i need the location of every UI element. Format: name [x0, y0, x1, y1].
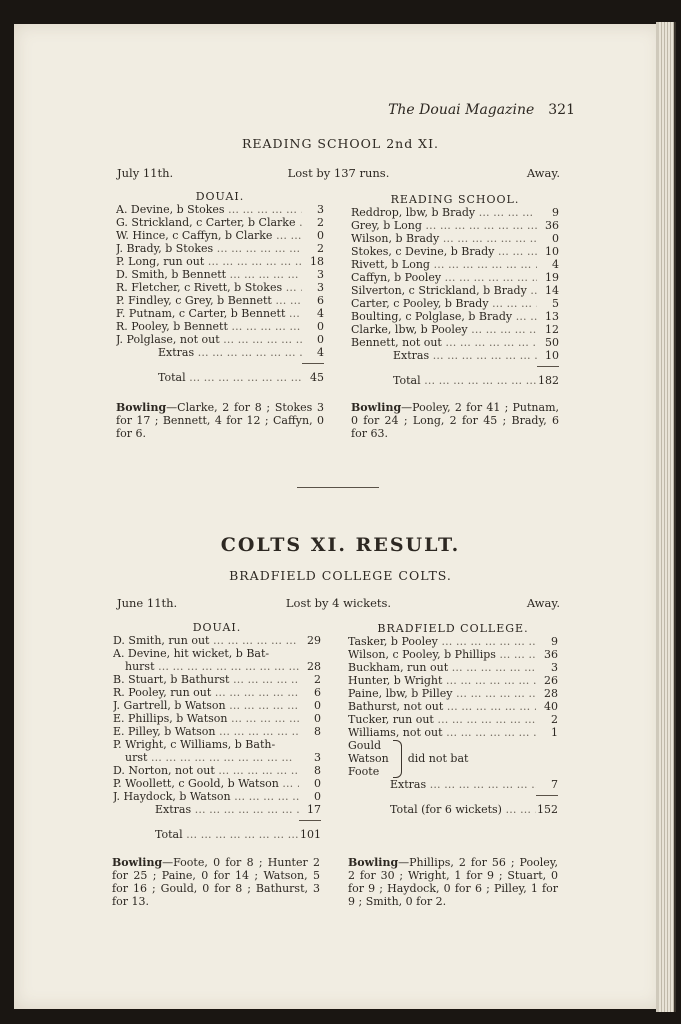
- runs: 45: [310, 371, 324, 384]
- batting-row: [116, 294, 324, 307]
- runs: 0: [552, 232, 559, 245]
- batting-row: [348, 635, 558, 648]
- batting-row: [113, 725, 321, 738]
- total-rule: [302, 363, 324, 365]
- runs: 0: [317, 333, 324, 346]
- runs: 8: [314, 764, 321, 777]
- batting-row: [351, 284, 559, 297]
- batsman: R. Pooley, run out … … … … … … … … … …: [113, 686, 299, 699]
- runs: 18: [310, 255, 324, 268]
- runs: 3: [314, 751, 321, 764]
- runs: 0: [317, 229, 324, 242]
- runs: 10: [545, 349, 559, 362]
- batting-row: [113, 647, 321, 660]
- batting-row: [348, 687, 558, 700]
- batsman: Grey, b Long … … … … … … … … … …: [351, 219, 537, 232]
- batsman: Williams, not out … … … … … … … … … …: [348, 726, 536, 739]
- magazine-title: The Douai Magazine: [388, 102, 535, 118]
- batsman: Silverton, c Strickland, b Brady … … … … … … … … … …: [351, 284, 537, 297]
- runs: 5: [552, 297, 559, 310]
- match-venue: Away.: [526, 596, 560, 610]
- batsman: J. Brady, b Stokes … … … … … … … … … …: [116, 242, 302, 255]
- bowling-summary-colts-away: [348, 856, 558, 908]
- bowling-text: —Phillips, 2 for 56 ; Pooley, 2 for 30 ; Wright, 1 for 9 ; Stuart, 0 for 9 ; Haydock, 0 for 6 ; Pilley, 1 for 9 ; Smith, 0 for 2.: [348, 856, 558, 908]
- batsman: J. Haydock, b Watson … … … … … … … … … …: [113, 790, 299, 803]
- match-result: Lost by 4 wickets.: [285, 596, 392, 610]
- batting-row: [351, 219, 559, 232]
- batting-row: [351, 232, 559, 245]
- section-subtitle-bradfield: BRADFIELD COLLEGE COLTS.: [229, 568, 452, 583]
- runs: 19: [545, 271, 559, 284]
- batsman: Extras … … … … … … … … … …: [116, 346, 302, 359]
- bowling-text: —Pooley, 2 for 41 ; Putnam, 0 for 24 ; Long, 2 for 45 ; Brady, 6 for 63.: [351, 401, 559, 440]
- batsman: Bennett, not out … … … … … … … … … …: [351, 336, 537, 349]
- bowling-text: —Foote, 0 for 8 ; Hunter 2 for 25 ; Paine, 0 for 14 ; Watson, 5 for 16 ; Gould, 0 for 8 ; Bathurst, 3 for 13.: [112, 856, 320, 908]
- batsman: Wilson, b Brady … … … … … … … … … …: [351, 232, 537, 245]
- batsman: G. Strickland, c Carter, b Clarke … … … … … … … … … …: [116, 216, 302, 229]
- batsman: B. Stuart, b Bathurst … … … … … … … … … …: [113, 673, 299, 686]
- batting-row: [351, 310, 559, 323]
- batsman: D. Smith, run out … … … … … … … … … …: [113, 634, 299, 647]
- batting-row: [113, 686, 321, 699]
- batsman: Total … … … … … … … … … …: [116, 371, 302, 384]
- did-not-bat-group: [348, 739, 558, 778]
- batting-row: [113, 660, 321, 673]
- match-venue: Away.: [526, 166, 560, 180]
- batsman: Rivett, b Long … … … … … … … … … …: [351, 258, 537, 271]
- batting-row: [116, 268, 324, 281]
- batsman: Total (for 6 wickets) … … … … … … … … … …: [348, 803, 536, 816]
- batsman: E. Pilley, b Watson … … … … … … … … … …: [113, 725, 299, 738]
- batsman: R. Pooley, b Bennett … … … … … … … … … …: [116, 320, 302, 333]
- section-title-reading: READING SCHOOL 2nd XI.: [241, 136, 439, 151]
- bowling-summary-reading-home: [116, 401, 324, 440]
- batsman: Caffyn, b Pooley … … … … … … … … … …: [351, 271, 537, 284]
- match-date: June 11th.: [117, 596, 178, 610]
- page-edges: [656, 22, 676, 1012]
- batting-row: [116, 281, 324, 294]
- batsman: Extras … … … … … … … … … …: [113, 803, 299, 816]
- runs: 2: [317, 242, 324, 255]
- batsman: A. Devine, b Stokes … … … … … … … … … …: [116, 203, 302, 216]
- batting-row: [348, 713, 558, 726]
- batsman: urst … … … … … … … … … …: [113, 751, 299, 764]
- runs: 0: [314, 777, 321, 790]
- player-name: Gould: [348, 739, 382, 752]
- batting-row: [113, 790, 321, 803]
- runs: 40: [544, 700, 558, 713]
- runs: 182: [538, 374, 559, 387]
- batting-row: [113, 712, 321, 725]
- page-number: 321: [548, 102, 575, 118]
- runs: 6: [317, 294, 324, 307]
- runs: 3: [551, 661, 558, 674]
- runs: 29: [307, 634, 321, 647]
- batsman: J. Polglase, not out … … … … … … … … … …: [116, 333, 302, 346]
- bowling-label: Bowling: [116, 401, 167, 414]
- batsman: D. Norton, not out … … … … … … … … … …: [113, 764, 299, 777]
- runs: 3: [317, 203, 324, 216]
- batting-row: [351, 258, 559, 271]
- batsman: W. Hince, c Caffyn, b Clarke … … … … … … … … … …: [116, 229, 302, 242]
- runs: 36: [545, 219, 559, 232]
- runs: 4: [552, 258, 559, 271]
- batting-row: [351, 336, 559, 349]
- batting-row: [116, 229, 324, 242]
- runs: 0: [314, 699, 321, 712]
- runs: 17: [307, 803, 321, 816]
- runs: 0: [314, 790, 321, 803]
- batting-row: [351, 271, 559, 284]
- bowling-label: Bowling: [351, 401, 402, 414]
- total-row: [351, 374, 559, 387]
- bowling-label: Bowling: [112, 856, 163, 869]
- runs: 26: [544, 674, 558, 687]
- match-result: Lost by 137 runs.: [287, 166, 390, 180]
- batting-row: [116, 242, 324, 255]
- runs: 28: [544, 687, 558, 700]
- batting-row: [113, 634, 321, 647]
- runs: 4: [317, 307, 324, 320]
- batsman: D. Smith, b Bennett … … … … … … … … … …: [116, 268, 302, 281]
- scorecard-reading-school: [351, 193, 559, 387]
- total-rule: [299, 820, 321, 822]
- runs: 9: [551, 635, 558, 648]
- batsman: Total … … … … … … … … … …: [351, 374, 537, 387]
- total-rule: [537, 366, 559, 368]
- bowling-summary-colts-home: [112, 856, 320, 908]
- batting-row: [348, 648, 558, 661]
- team-heading: DOUAI.: [192, 621, 242, 634]
- runs: 36: [544, 648, 558, 661]
- batsman: P. Long, run out … … … … … … … … … …: [116, 255, 302, 268]
- did-not-bat-label: did not bat: [407, 752, 469, 765]
- runs: 3: [317, 268, 324, 281]
- runs: 13: [545, 310, 559, 323]
- did-not-bat-names: [348, 739, 389, 778]
- batting-row: [116, 203, 324, 216]
- batting-row: [113, 751, 321, 764]
- scorecard-douai-colts: [113, 621, 321, 841]
- total-row: [113, 828, 321, 841]
- runs: 2: [551, 713, 558, 726]
- batting-row: [348, 726, 558, 739]
- total-row: [116, 371, 324, 384]
- team-heading: READING SCHOOL.: [390, 193, 520, 206]
- runs: 2: [314, 673, 321, 686]
- batsman: Clarke, lbw, b Pooley … … … … … … … … … …: [351, 323, 537, 336]
- player-name: Watson: [348, 752, 389, 765]
- runs: 4: [317, 346, 324, 359]
- batsman: Hunter, b Wright … … … … … … … … … …: [348, 674, 536, 687]
- batting-row: [116, 216, 324, 229]
- batting-row: [116, 255, 324, 268]
- total-rule: [536, 795, 558, 797]
- batting-row: [113, 673, 321, 686]
- runs: 2: [317, 216, 324, 229]
- batsman: Wilson, c Pooley, b Phillips … … … … … … … … … …: [348, 648, 536, 661]
- batting-row: [348, 778, 558, 791]
- runs: 10: [545, 245, 559, 258]
- batting-row: [348, 700, 558, 713]
- runs: 1: [551, 726, 558, 739]
- batsman: hurst … … … … … … … … … …: [113, 660, 299, 673]
- batsman: Extras … … … … … … … … … …: [348, 778, 536, 791]
- batting-row: [351, 206, 559, 219]
- batting-row: [348, 661, 558, 674]
- batsman: Paine, lbw, b Pilley … … … … … … … … … …: [348, 687, 536, 700]
- batsman: Stokes, c Devine, b Brady … … … … … … … … … …: [351, 245, 537, 258]
- batsman: R. Fletcher, c Rivett, b Stokes … … … … … … … … … …: [116, 281, 302, 294]
- batting-row: [113, 738, 321, 751]
- runs: 0: [314, 712, 321, 725]
- batsman: Extras … … … … … … … … … …: [351, 349, 537, 362]
- section-title-colts: COLTS XI. RESULT.: [220, 534, 461, 556]
- scorecard-bradfield-college: [348, 622, 558, 816]
- batting-row: [351, 323, 559, 336]
- batting-row: [113, 764, 321, 777]
- batting-row: [351, 349, 559, 362]
- batsman: Bathurst, not out … … … … … … … … … …: [348, 700, 536, 713]
- runs: 101: [300, 828, 321, 841]
- batting-row: [113, 699, 321, 712]
- batting-row: [113, 803, 321, 816]
- batsman: P. Wright, c Williams, b Bath-: [113, 738, 276, 751]
- section-divider: [297, 487, 379, 488]
- batsman: Tucker, run out … … … … … … … … … …: [348, 713, 536, 726]
- bowling-text: —Clarke, 2 for 8 ; Stokes 3 for 17 ; Bennett, 4 for 12 ; Caffyn, 0 for 6.: [116, 401, 324, 440]
- batting-row: [116, 307, 324, 320]
- scorecard-douai-reading: [116, 190, 324, 384]
- batting-row: [351, 297, 559, 310]
- runs: 50: [545, 336, 559, 349]
- running-header: [388, 102, 575, 118]
- team-heading: DOUAI.: [195, 190, 245, 203]
- batsman: F. Putnam, c Carter, b Bennett … … … … … … … … … …: [116, 307, 302, 320]
- match-date: July 11th.: [117, 166, 174, 180]
- team-heading: BRADFIELD COLLEGE.: [377, 622, 529, 635]
- batting-row: [348, 674, 558, 687]
- batsman: Buckham, run out … … … … … … … … … …: [348, 661, 536, 674]
- batsman: J. Gartrell, b Watson … … … … … … … … … …: [113, 699, 299, 712]
- runs: 152: [537, 803, 558, 816]
- runs: 12: [545, 323, 559, 336]
- bowling-summary-reading-away: [351, 401, 559, 440]
- bowling-label: Bowling: [348, 856, 399, 869]
- runs: 6: [314, 686, 321, 699]
- brace: [393, 740, 402, 778]
- runs: 3: [317, 281, 324, 294]
- batsman: Carter, c Pooley, b Brady … … … … … … … … … …: [351, 297, 537, 310]
- runs: 8: [314, 725, 321, 738]
- batting-row: [116, 320, 324, 333]
- runs: 14: [545, 284, 559, 297]
- batsman: E. Phillips, b Watson … … … … … … … … … …: [113, 712, 299, 725]
- player-name: Foote: [348, 765, 380, 778]
- batsman: Total … … … … … … … … … …: [113, 828, 299, 841]
- batting-row: [351, 245, 559, 258]
- batsman: P. Woollett, c Goold, b Watson … … … … … … … … … …: [113, 777, 299, 790]
- batsman: Reddrop, lbw, b Brady … … … … … … … … … …: [351, 206, 537, 219]
- batsman: P. Findley, c Grey, b Bennett … … … … … … … … … …: [116, 294, 302, 307]
- runs: 0: [317, 320, 324, 333]
- batting-row: [113, 777, 321, 790]
- batsman: A. Devine, hit wicket, b Bat-: [113, 647, 270, 660]
- runs: 28: [307, 660, 321, 673]
- batting-row: [116, 346, 324, 359]
- runs: 7: [551, 778, 558, 791]
- batsman: Boulting, c Polglase, b Brady … … … … … … … … … …: [351, 310, 537, 323]
- batting-row: [116, 333, 324, 346]
- batsman: Tasker, b Pooley … … … … … … … … … …: [348, 635, 536, 648]
- total-row: [348, 803, 558, 816]
- runs: 9: [552, 206, 559, 219]
